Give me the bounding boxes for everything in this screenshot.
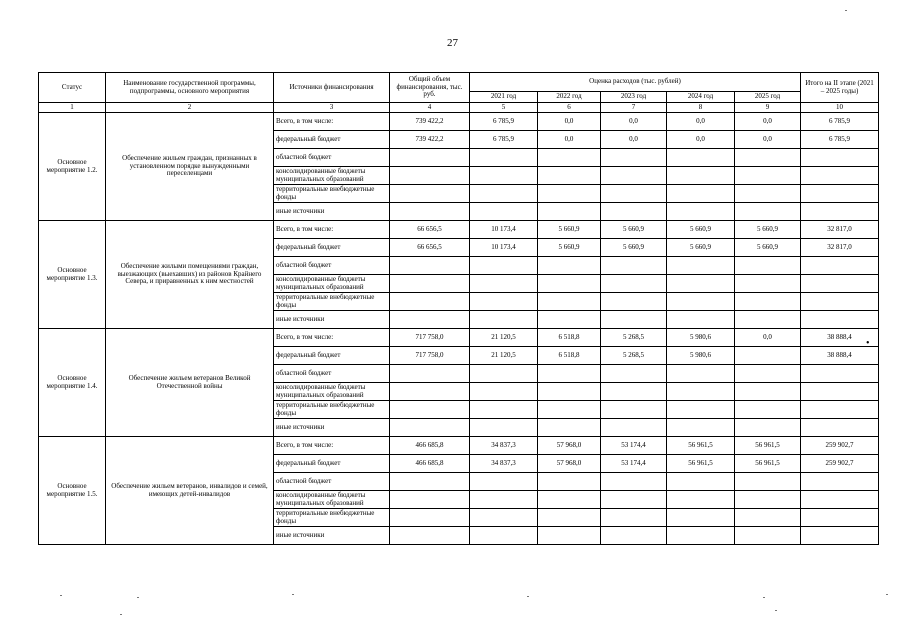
table-row [39, 329, 879, 347]
amount-cell [390, 365, 470, 383]
scan-speck [775, 610, 777, 611]
amount-cell [601, 185, 667, 203]
funding-source: иные источники [274, 419, 390, 437]
amount-cell [538, 311, 601, 329]
amount-cell [801, 473, 879, 491]
amount-cell [470, 491, 538, 509]
amount-cell: 0,0 [538, 131, 601, 149]
amount-cell [470, 203, 538, 221]
amount-cell [801, 419, 879, 437]
column-number: 6 [538, 103, 601, 113]
amount-cell: 717 758,0 [390, 347, 470, 365]
amount-cell [470, 527, 538, 545]
page-number: 27 [447, 37, 458, 49]
amount-cell [735, 347, 801, 365]
amount-cell [390, 185, 470, 203]
amount-cell [538, 185, 601, 203]
amount-cell [801, 185, 879, 203]
amount-cell [667, 527, 735, 545]
amount-cell [801, 167, 879, 185]
scan-speck [60, 595, 62, 596]
amount-cell [735, 419, 801, 437]
amount-cell [601, 527, 667, 545]
amount-cell [538, 275, 601, 293]
funding-source: Всего, в том числе: [274, 221, 390, 239]
scan-mark: • [866, 338, 870, 349]
amount-cell [735, 311, 801, 329]
amount-cell [801, 401, 879, 419]
amount-cell [735, 293, 801, 311]
activity-status: Основное мероприятие 1.5. [39, 437, 106, 545]
column-number: 8 [667, 103, 735, 113]
funding-source: территориальные внебюджетные фонды [274, 185, 390, 203]
amount-cell [667, 383, 735, 401]
amount-cell [390, 401, 470, 419]
activity-status: Основное мероприятие 1.4. [39, 329, 106, 437]
amount-cell: 21 120,5 [470, 347, 538, 365]
amount-cell [735, 401, 801, 419]
activity-name: Обеспечение жилыми помещениями граждан, выезжающих (выехавших) из районов Крайнего Севера, и приравненных к ним местностей [106, 221, 274, 329]
amount-cell: 0,0 [735, 113, 801, 131]
amount-cell [735, 473, 801, 491]
amount-cell: 5 980,6 [667, 329, 735, 347]
amount-cell: 34 837,3 [470, 455, 538, 473]
amount-cell [801, 293, 879, 311]
amount-cell [801, 491, 879, 509]
amount-cell: 5 268,5 [601, 347, 667, 365]
amount-cell [470, 473, 538, 491]
funding-source: областной бюджет [274, 365, 390, 383]
amount-cell: 6 785,9 [801, 131, 879, 149]
amount-cell: 0,0 [667, 113, 735, 131]
amount-cell: 56 961,5 [735, 437, 801, 455]
amount-cell [735, 149, 801, 167]
funding-source: Всего, в том числе: [274, 113, 390, 131]
scan-speck [292, 594, 294, 595]
amount-cell [735, 509, 801, 527]
amount-cell [735, 257, 801, 275]
amount-cell [470, 401, 538, 419]
header-estimate: Оценка расходов (тыс. рублей) [470, 73, 801, 92]
amount-cell: 5 660,9 [601, 239, 667, 257]
amount-cell [601, 491, 667, 509]
activity-status: Основное мероприятие 1.3. [39, 221, 106, 329]
amount-cell: 21 120,5 [470, 329, 538, 347]
amount-cell [801, 275, 879, 293]
header-year: 2022 год [538, 92, 601, 103]
amount-cell: 57 968,0 [538, 455, 601, 473]
amount-cell: 0,0 [538, 113, 601, 131]
amount-cell [667, 509, 735, 527]
table-row [39, 437, 879, 455]
amount-cell [470, 311, 538, 329]
amount-cell: 5 980,6 [667, 347, 735, 365]
amount-cell [470, 185, 538, 203]
amount-cell [390, 527, 470, 545]
amount-cell [801, 383, 879, 401]
amount-cell: 34 837,3 [470, 437, 538, 455]
amount-cell: 5 660,9 [667, 239, 735, 257]
amount-cell [390, 419, 470, 437]
amount-cell [735, 275, 801, 293]
column-number: 4 [390, 103, 470, 113]
amount-cell: 10 173,4 [470, 221, 538, 239]
amount-cell: 6 518,8 [538, 329, 601, 347]
funding-source: областной бюджет [274, 257, 390, 275]
amount-cell [470, 509, 538, 527]
amount-cell [390, 509, 470, 527]
column-number: 5 [470, 103, 538, 113]
amount-cell: 466 685,8 [390, 455, 470, 473]
amount-cell: 739 422,2 [390, 113, 470, 131]
column-number: 7 [601, 103, 667, 113]
funding-source: федеральный бюджет [274, 131, 390, 149]
amount-cell: 6 518,8 [538, 347, 601, 365]
amount-cell [601, 167, 667, 185]
amount-cell: 6 785,9 [470, 113, 538, 131]
amount-cell [801, 149, 879, 167]
funding-source: территориальные внебюджетные фонды [274, 293, 390, 311]
amount-cell: 32 817,0 [801, 221, 879, 239]
amount-cell [801, 203, 879, 221]
amount-cell: 0,0 [601, 131, 667, 149]
amount-cell: 66 656,5 [390, 221, 470, 239]
header-year: 2021 год [470, 92, 538, 103]
funding-source: консолидированные бюджеты муниципальных образований [274, 167, 390, 185]
amount-cell [735, 527, 801, 545]
amount-cell: 38 888,4 [801, 329, 879, 347]
amount-cell [470, 257, 538, 275]
amount-cell [390, 293, 470, 311]
amount-cell [667, 257, 735, 275]
header-sources: Источники финансирования [274, 73, 390, 103]
amount-cell [667, 203, 735, 221]
funding-source: Всего, в том числе: [274, 437, 390, 455]
amount-cell [538, 257, 601, 275]
amount-cell [601, 311, 667, 329]
amount-cell [538, 419, 601, 437]
table-row [39, 221, 879, 239]
amount-cell [538, 527, 601, 545]
header-year: 2025 год [735, 92, 801, 103]
funding-source: федеральный бюджет [274, 239, 390, 257]
activity-name: Обеспечение жильем ветеранов, инвалидов и семей, имеющих детей-инвалидов [106, 437, 274, 545]
header-year: 2023 год [601, 92, 667, 103]
budget-table [38, 72, 879, 545]
activity-name: Обеспечение жильем граждан, признанных в установленном порядке вынужденными переселенцами [106, 113, 274, 221]
amount-cell [601, 383, 667, 401]
amount-cell: 717 758,0 [390, 329, 470, 347]
amount-cell: 0,0 [735, 329, 801, 347]
column-number: 9 [735, 103, 801, 113]
amount-cell: 32 817,0 [801, 239, 879, 257]
amount-cell: 53 174,4 [601, 437, 667, 455]
amount-cell [538, 383, 601, 401]
amount-cell [667, 401, 735, 419]
amount-cell [735, 365, 801, 383]
amount-cell [667, 491, 735, 509]
amount-cell [538, 203, 601, 221]
column-number: 2 [106, 103, 274, 113]
funding-source: иные источники [274, 527, 390, 545]
amount-cell: 56 961,5 [667, 455, 735, 473]
column-number: 1 [39, 103, 106, 113]
amount-cell: 466 685,8 [390, 437, 470, 455]
amount-cell: 5 660,9 [538, 221, 601, 239]
funding-source: федеральный бюджет [274, 455, 390, 473]
funding-source: федеральный бюджет [274, 347, 390, 365]
amount-cell [601, 275, 667, 293]
amount-cell: 56 961,5 [667, 437, 735, 455]
amount-cell: 56 961,5 [735, 455, 801, 473]
funding-source: областной бюджет [274, 149, 390, 167]
amount-cell: 66 656,5 [390, 239, 470, 257]
funding-source: консолидированные бюджеты муниципальных образований [274, 383, 390, 401]
amount-cell: 259 902,7 [801, 455, 879, 473]
amount-cell [538, 293, 601, 311]
amount-cell [601, 293, 667, 311]
amount-cell [601, 149, 667, 167]
header-total: Общий объем финансирования, тыс. руб. [390, 73, 470, 103]
scan-speck [845, 10, 847, 11]
amount-cell [538, 365, 601, 383]
amount-cell [735, 383, 801, 401]
amount-cell [470, 383, 538, 401]
amount-cell: 6 785,9 [801, 113, 879, 131]
header-year: 2024 год [667, 92, 735, 103]
amount-cell: 5 660,9 [735, 221, 801, 239]
amount-cell [538, 401, 601, 419]
amount-cell [735, 491, 801, 509]
amount-cell [667, 167, 735, 185]
amount-cell: 259 902,7 [801, 437, 879, 455]
table-row [39, 113, 879, 131]
funding-source: Всего, в том числе: [274, 329, 390, 347]
amount-cell [601, 203, 667, 221]
scan-speck [137, 597, 139, 598]
amount-cell [470, 419, 538, 437]
amount-cell [801, 257, 879, 275]
amount-cell: 5 660,9 [735, 239, 801, 257]
amount-cell [538, 167, 601, 185]
activity-name: Обеспечение жильем ветеранов Великой Отечественной войны [106, 329, 274, 437]
amount-cell: 5 660,9 [667, 221, 735, 239]
header-stage-total: Итого на II этапе (2021 – 2025 годы) [801, 73, 879, 103]
activity-status: Основное мероприятие 1.2. [39, 113, 106, 221]
funding-source: иные источники [274, 311, 390, 329]
amount-cell [390, 383, 470, 401]
amount-cell [801, 365, 879, 383]
amount-cell [390, 149, 470, 167]
amount-cell [390, 491, 470, 509]
amount-cell [538, 149, 601, 167]
amount-cell [667, 311, 735, 329]
amount-cell [390, 203, 470, 221]
scan-speck [527, 596, 529, 597]
amount-cell [601, 419, 667, 437]
amount-cell [601, 401, 667, 419]
amount-cell [667, 185, 735, 203]
amount-cell [667, 419, 735, 437]
amount-cell: 739 422,2 [390, 131, 470, 149]
amount-cell [390, 167, 470, 185]
header-status: Статус [39, 73, 106, 103]
amount-cell [390, 275, 470, 293]
amount-cell [390, 257, 470, 275]
amount-cell [801, 311, 879, 329]
amount-cell [601, 473, 667, 491]
amount-cell [390, 311, 470, 329]
amount-cell [470, 293, 538, 311]
amount-cell: 57 968,0 [538, 437, 601, 455]
amount-cell [538, 491, 601, 509]
amount-cell: 0,0 [601, 113, 667, 131]
amount-cell [601, 509, 667, 527]
amount-cell [801, 527, 879, 545]
funding-source: территориальные внебюджетные фонды [274, 401, 390, 419]
amount-cell: 0,0 [667, 131, 735, 149]
amount-cell [470, 149, 538, 167]
amount-cell [735, 185, 801, 203]
column-number: 10 [801, 103, 879, 113]
amount-cell [735, 167, 801, 185]
amount-cell [667, 473, 735, 491]
scan-speck [763, 597, 765, 598]
amount-cell: 5 268,5 [601, 329, 667, 347]
amount-cell [538, 473, 601, 491]
amount-cell [470, 275, 538, 293]
funding-source: консолидированные бюджеты муниципальных образований [274, 275, 390, 293]
amount-cell [601, 365, 667, 383]
amount-cell [601, 257, 667, 275]
amount-cell: 6 785,9 [470, 131, 538, 149]
amount-cell [470, 365, 538, 383]
scan-speck [886, 594, 888, 595]
amount-cell [667, 293, 735, 311]
amount-cell [538, 509, 601, 527]
column-number: 3 [274, 103, 390, 113]
amount-cell [735, 203, 801, 221]
amount-cell: 38 888,4 [801, 347, 879, 365]
funding-source: территориальные внебюджетные фонды [274, 509, 390, 527]
amount-cell: 0,0 [735, 131, 801, 149]
amount-cell [667, 365, 735, 383]
funding-source: областной бюджет [274, 473, 390, 491]
amount-cell [667, 275, 735, 293]
amount-cell [801, 509, 879, 527]
amount-cell [667, 149, 735, 167]
amount-cell [470, 167, 538, 185]
scan-speck [120, 614, 122, 615]
amount-cell: 53 174,4 [601, 455, 667, 473]
amount-cell: 10 173,4 [470, 239, 538, 257]
funding-source: консолидированные бюджеты муниципальных образований [274, 491, 390, 509]
amount-cell: 5 660,9 [601, 221, 667, 239]
amount-cell: 5 660,9 [538, 239, 601, 257]
funding-source: иные источники [274, 203, 390, 221]
amount-cell [390, 473, 470, 491]
header-name: Наименование государственной программы, подпрограммы, основного мероприятия [106, 73, 274, 103]
